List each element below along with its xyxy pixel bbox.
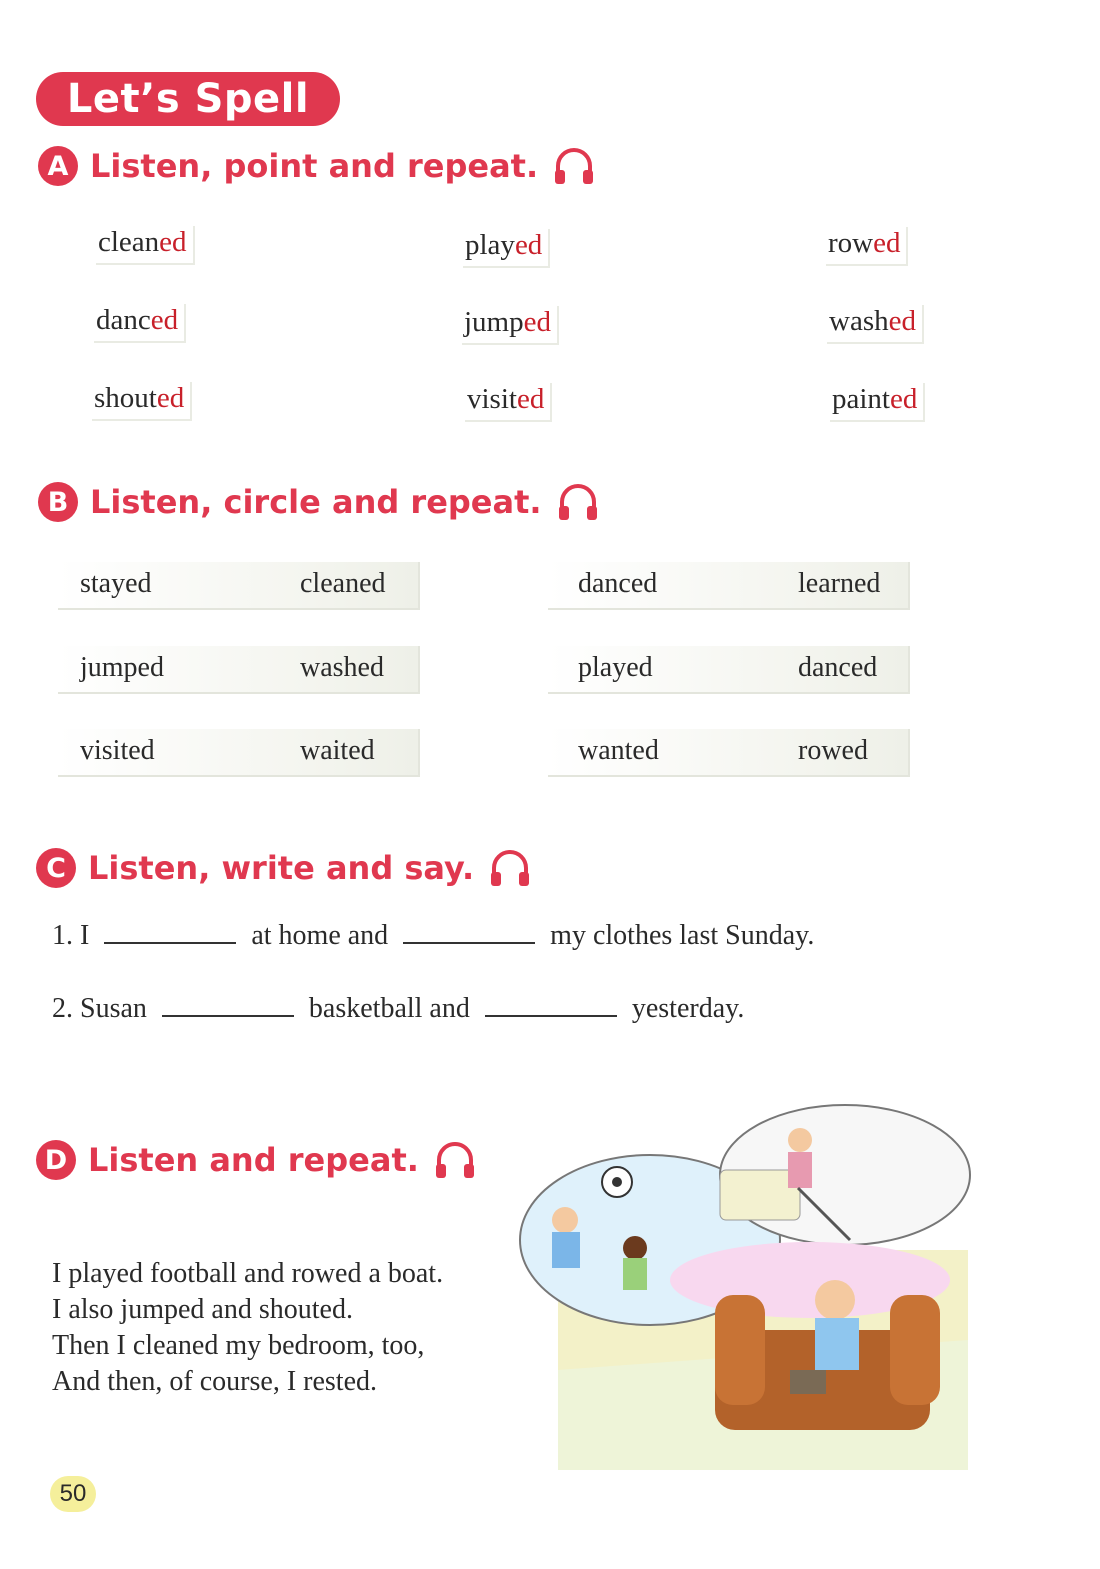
section-d-title: Listen and repeat. [88,1141,419,1179]
section-c-title: Listen, write and say. [88,849,475,887]
word-pair [58,646,420,694]
headphones-icon[interactable] [556,482,600,522]
pair-word[interactable]: stayed [80,568,152,599]
pair-word[interactable]: danced [798,652,878,683]
poem-line: Then I cleaned my bedroom, too, [52,1330,425,1361]
section-c-header [36,848,532,888]
pair-word[interactable]: cleaned [300,568,386,599]
section-d-badge: D [36,1140,76,1180]
word-pair [548,729,910,777]
sentence-2: 2. Susan basketball and yesterday. [52,993,745,1024]
pair-word[interactable]: washed [300,652,384,683]
section-a-title: Listen, point and repeat. [90,147,539,185]
section-b-badge: B [38,482,78,522]
pair-word[interactable]: played [578,652,653,683]
word-pair [548,562,910,610]
headphones-icon[interactable] [433,1140,477,1180]
blank-input[interactable] [162,993,294,1017]
pair-word[interactable]: danced [578,568,658,599]
headphones-icon[interactable] [552,146,596,186]
word-pair [58,729,420,777]
section-c-badge: C [36,848,76,888]
headphones-icon[interactable] [488,848,532,888]
section-d-header [36,1140,477,1180]
blank-input[interactable] [485,993,617,1017]
section-b-header [38,482,600,522]
poem-line: I also jumped and shouted. [52,1294,353,1325]
lesson-title: Let’s Spell [36,72,340,126]
word-painted: painted [830,383,925,422]
pair-word[interactable]: jumped [80,652,164,683]
word-danced: danced [94,304,186,343]
pair-word[interactable]: waited [300,735,375,766]
word-played: played [463,229,550,268]
pair-word[interactable]: rowed [798,735,868,766]
word-visited: visited [465,383,552,422]
word-shouted: shouted [92,382,192,421]
poem-line: And then, of course, I rested. [52,1366,378,1397]
word-pair [58,562,420,610]
word-cleaned: cleaned [96,226,195,265]
section-a-badge: A [38,146,78,186]
illustration-boy-resting [490,1100,980,1480]
pair-word[interactable]: learned [798,568,881,599]
word-jumped: jumped [462,306,559,345]
poem-line: I played football and rowed a boat. [52,1258,444,1289]
pair-word[interactable]: wanted [578,735,659,766]
pair-word[interactable]: visited [80,735,155,766]
blank-input[interactable] [403,920,535,944]
sentence-1: 1. I at home and my clothes last Sunday. [52,920,815,951]
page-number: 50 [50,1476,96,1512]
blank-input[interactable] [104,920,236,944]
word-washed: washed [827,305,924,344]
word-pair [548,646,910,694]
poem [52,1256,443,1400]
word-rowed: rowed [826,227,908,266]
section-b-title: Listen, circle and repeat. [90,483,542,521]
section-a-header [38,146,596,186]
